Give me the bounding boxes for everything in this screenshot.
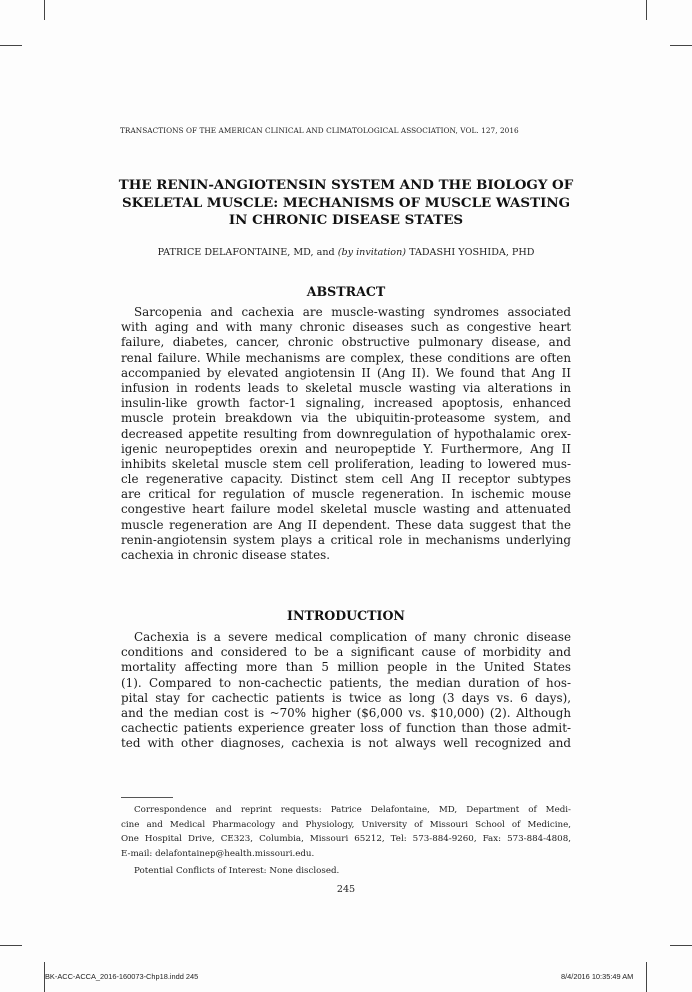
introduction-line: ted with other diagnoses, cachexia is not always well recognized and — [121, 736, 571, 751]
introduction-body — [121, 630, 571, 752]
footnotes — [121, 803, 571, 879]
crop-mark-top-right-horizontal — [670, 45, 692, 46]
article-title — [110, 177, 582, 230]
correspondence-line: cine and Medical Pharmacology and Physiology, University of Missouri School of Medicine, — [121, 819, 571, 830]
introduction-line: Cachexia is a severe medical complication of many chronic disease — [134, 630, 571, 644]
introduction-line: mortality affecting more than 5 million people in the United States — [121, 660, 571, 675]
abstract-line: infusion in rodents leads to skeletal muscle wasting via alterations in — [121, 380, 571, 395]
abstract-line: inhibits skeletal muscle stem cell proliferation, leading to lowered mus- — [121, 456, 571, 471]
abstract-line: igenic neuropeptides orexin and neuropeptide Y. Furthermore, Ang II — [121, 441, 571, 456]
crop-mark-bottom-right-horizontal — [670, 945, 692, 946]
title-line: IN CHRONIC DISEASE STATES — [228, 212, 464, 229]
correspondence-line: Correspondence and reprint requests: Patrice Delafontaine, MD, Department of Medi- — [134, 805, 571, 815]
abstract-line: renal failure. While mechanisms are complex, these conditions are often — [121, 350, 571, 365]
abstract-line: are critical for regulation of muscle regeneration. In ischemic mouse — [121, 487, 571, 502]
page-number: 245 — [336, 884, 356, 895]
abstract-line: muscle protein breakdown via the ubiquitin-proteasome system, and — [121, 411, 571, 426]
slug-filename: BK-ACC-ACCA_2016-160073-Chp18.indd 245 — [45, 972, 199, 981]
author-second: TADASHI YOSHIDA, PHD — [406, 247, 535, 258]
abstract-line: renin-angiotensin system plays a critical role in mechanisms underlying — [121, 532, 571, 547]
invitation-note: (by invitation) — [337, 247, 407, 258]
introduction-line: pital stay for cachectic patients is twice as long (3 days vs. 6 days), — [121, 690, 571, 705]
introduction-line: conditions and considered to be a significant cause of morbidity and — [121, 645, 571, 660]
abstract-line: with aging and with many chronic diseases such as congestive heart — [121, 320, 571, 335]
abstract-line: congestive heart failure model skeletal muscle wasting and attenuated — [121, 502, 571, 517]
abstract-line: Sarcopenia and cachexia are muscle-wasting syndromes associated — [134, 305, 571, 319]
introduction-line: (1). Compared to non-cachectic patients, the median duration of hos- — [121, 675, 571, 690]
title-line: SKELETAL MUSCLE: MECHANISMS OF MUSCLE WASTING — [121, 194, 571, 211]
abstract-heading: ABSTRACT — [306, 284, 386, 299]
crop-mark-top-left-horizontal — [0, 45, 22, 46]
abstract-line: cle regenerative capacity. Distinct stem cell Ang II receptor subtypes — [121, 472, 571, 487]
author-first: PATRICE DELAFONTAINE, MD, and — [157, 247, 338, 258]
abstract-line: accompanied by elevated angiotensin II (Ang II). We found that Ang II — [121, 365, 571, 380]
abstract-line: muscle regeneration are Ang II dependent. These data suggest that the — [121, 517, 571, 532]
running-head: TRANSACTIONS OF THE AMERICAN CLINICAL AND CLIMATOLOGICAL ASSOCIATION, VOL. 127, 2016 — [120, 126, 519, 135]
correspondence-line: One Hospital Drive, CE323, Columbia, Missouri 65212, Tel: 573-884-9260, Fax: 573-884-4808, — [121, 834, 571, 845]
footnote-divider — [121, 797, 173, 798]
abstract-line: insulin-like growth factor-1 signaling, increased apoptosis, enhanced — [121, 396, 571, 411]
abstract-line: cachexia in chronic disease states. — [121, 548, 331, 562]
slug-timestamp: 8/4/2016 10:35:49 AM — [561, 972, 634, 981]
author-line — [110, 247, 582, 258]
conflicts-of-interest: Potential Conflicts of Interest: None disclosed. — [134, 865, 340, 876]
abstract-line: failure, diabetes, cancer, chronic obstructive pulmonary disease, and — [121, 335, 571, 350]
crop-mark-bottom-left-horizontal — [0, 945, 22, 946]
correspondence-line: E-mail: delafontainep@health.missouri.edu. — [121, 848, 315, 859]
crop-mark-top-left-vertical — [44, 0, 45, 20]
abstract-line: decreased appetite resulting from downregulation of hypothalamic orex- — [121, 426, 571, 441]
introduction-line: cachectic patients experience greater loss of function than those admit- — [121, 721, 571, 736]
introduction-line: and the median cost is ~70% higher ($6,000 vs. $10,000) (2). Although — [121, 705, 571, 720]
abstract-body — [121, 305, 571, 563]
crop-mark-top-right-vertical — [646, 0, 647, 20]
title-line: THE RENIN-ANGIOTENSIN SYSTEM AND THE BIOLOGY OF — [118, 177, 574, 193]
introduction-heading: INTRODUCTION — [287, 608, 405, 623]
slug-bar-right — [646, 962, 647, 992]
